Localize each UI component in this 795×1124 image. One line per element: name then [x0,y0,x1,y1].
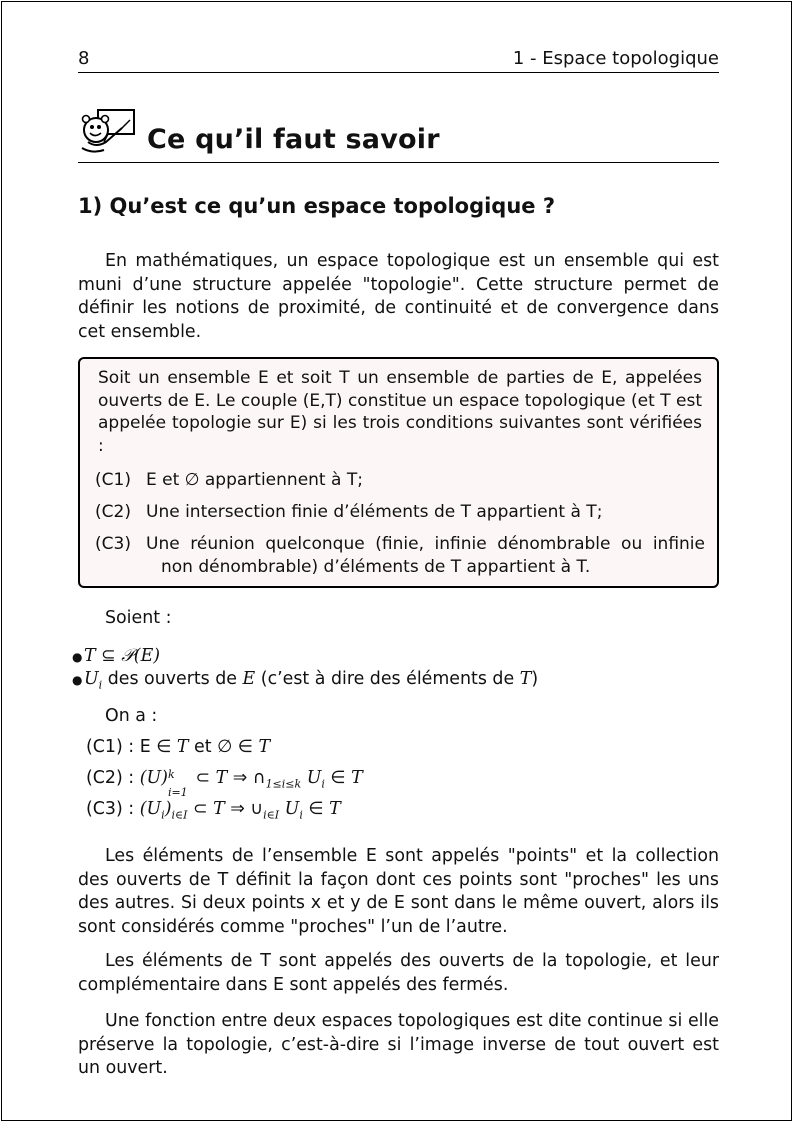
bullet-item: ●T ⊆ 𝒫(E) [72,646,161,666]
condition-c1 [95,469,705,492]
condition-text: Une réunion quelconque (finie, infinie dénombrable ou infinie non dénombrable) d’éléments de T appartient à T. [146,534,705,577]
condition-c2 [95,501,705,524]
formula-c3: (C3) : $(U_i)_{i\in I}$ ⊂ T ⇒ $\cup_{i\in I}$ $U_i$ ∈ T [86,799,341,822]
teacher-mascot-icon [78,108,136,154]
subsection-title: 1) Qu’est ce qu’un espace topologique ? [78,194,556,218]
section-title: Ce qu’il faut savoir [147,124,440,155]
points-paragraph: Les éléments de l’ensemble E sont appelés "points" et la collection des ouverts de T définit la façon dont ces points sont "proches" les uns des autres. Si deux points x et y de E sont dans le même ouvert, alors ils sont considérés comme "proches" l’un de l’autre. [78,846,719,937]
on-a-label: On a : [105,706,158,726]
bullet-item: $●U_i$ des ouverts de E (c’est à dire des éléments de T) [72,669,539,692]
fermes-paragraph: Les éléments de T sont appelés des ouverts de la topologie, et leur complémentaire dans E sont appelés des fermés. [78,951,719,995]
condition-label: (C1) [95,470,131,490]
continuity-paragraph: Une fonction entre deux espaces topologiques est dite continue si elle préserve la topologie, c’est-à-dire si l’image inverse de tout ouvert est un ouvert. [78,1011,719,1078]
condition-text: E et ∅ appartiennent à T; [146,470,363,490]
bullet-dot-icon: ● [72,673,83,687]
section-heading [78,106,719,163]
soient-label: Soient : [105,608,172,628]
condition-text: Une intersection finie d’éléments de T appartient à T; [146,502,603,522]
chapter-title: 1 - Espace topologique [512,48,719,69]
formula-c2: (C2) : (U) k i=1 ⊂ T ⇒ $\cap_{1\le i\le k}$ $U_i$ ∈ T [86,768,363,799]
intro-paragraph: En mathématiques, un espace topologique est un ensemble qui est muni d’une structure appelée "topologie". Cette structure permet de définir les notions de proximité, de continuité et de convergence dans cet ensemble. [78,251,719,342]
definition-intro: Soit un ensemble E et soit T un ensemble de parties de E, appelées ouverts de E. Le couple (E,T) constitue un espace topologique (et T est appelée topologie sur E) si les trois conditions suivantes sont vérifiées : [98,368,702,456]
bullet-dot-icon: ● [72,650,83,664]
condition-label: (C2) [95,502,131,522]
page-number: 8 [78,48,90,69]
condition-label: (C3) [95,534,131,554]
formula-c1: (C1) : E ∈ T et ∅ ∈ T [86,737,271,757]
condition-c3 [95,533,705,579]
definition-box [78,357,719,588]
running-header [78,48,719,73]
